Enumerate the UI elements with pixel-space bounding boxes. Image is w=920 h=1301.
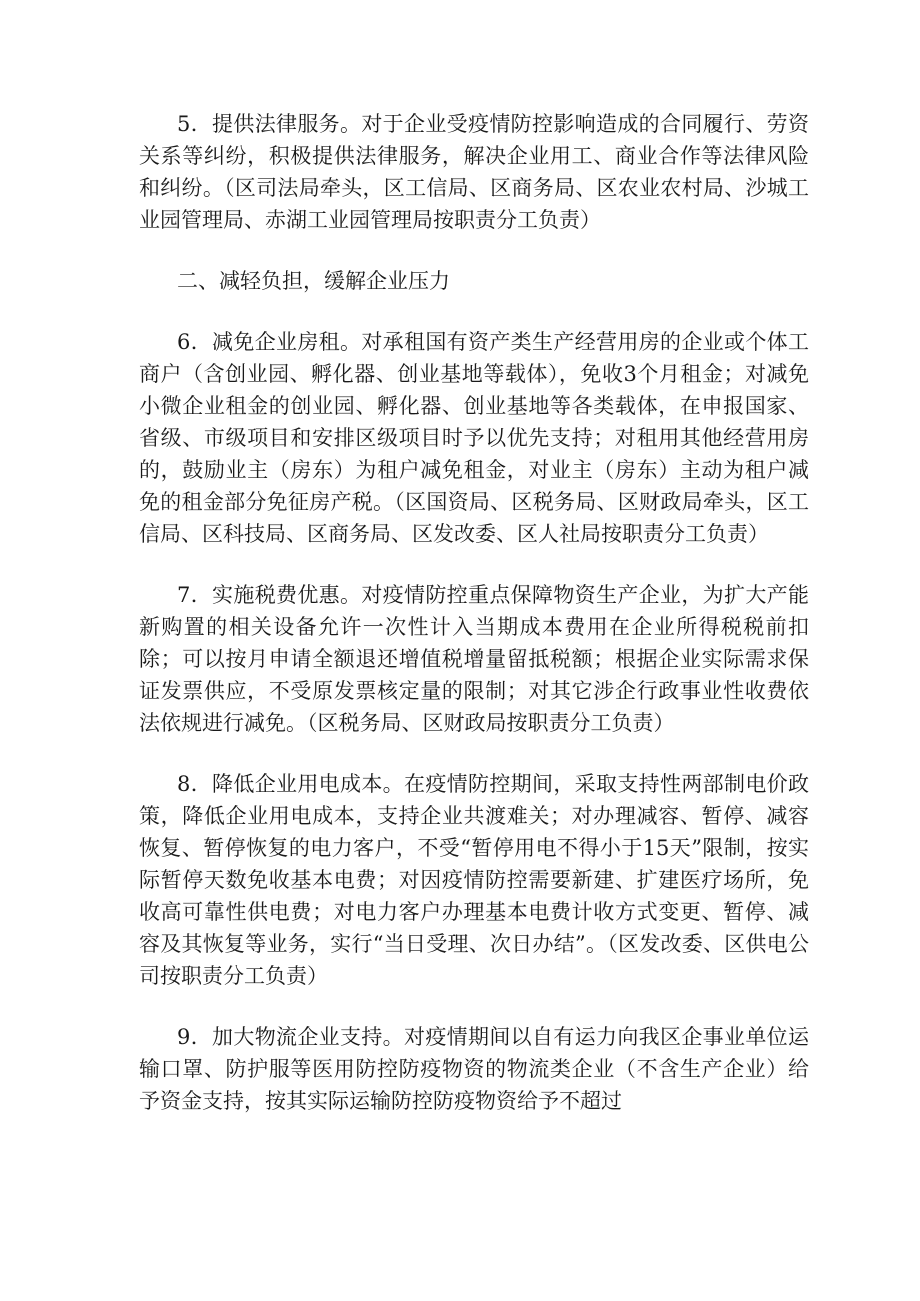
- section-heading-2: 二、减轻负担，缓解企业压力: [177, 269, 450, 293]
- paragraph-item-5: 5．提供法律服务。对于企业受疫情防控影响造成的合同履行、劳资关系等纠纷，积极提供法律服务，解决企业用工、商业合作等法律风险和纠纷。（区司法局牵头，区工信局、区商务局、区农业农村局、沙城工业园管理局、赤湖工业园管理局按职责分工负责）: [139, 112, 809, 232]
- paragraph-item-6: 6．减免企业房租。对承租国有资产类生产经营用房的企业或个体工商户（含创业园、孵化器、创业基地等载体），免收3个月租金；对减免小微企业租金的创业园、孵化器、创业基地等各类载体，在申报国家、省级、市级项目和安排区级项目时予以优先支持；对租用其他经营用房的，鼓励业主（房东）为租户减免租金，对业主（房东）主动为租户减免的租金部分免征房产税。（区国资局、区税务局、区财政局牵头，区工信局、区科技局、区商务局、区发改委、区人社局按职责分工负责）: [139, 330, 809, 546]
- paragraph-item-9: 9．加大物流企业支持。对疫情期间以自有运力向我区企事业单位运输口罩、防护服等医用防控防疫物资的物流类企业（不含生产企业）给予资金支持，按其实际运输防控防疫物资给予不超过: [139, 1025, 809, 1113]
- paragraph-item-8: 8．降低企业用电成本。在疫情防控期间，采取支持性两部制电价政策，降低企业用电成本，支持企业共渡难关；对办理减容、暂停、减容恢复、暂停恢复的电力客户，不受“暂停用电不得小于15天”限制，按实际暂停天数免收基本电费；对因疫情防控需要新建、扩建医疗场所，免收高可靠性供电费；对电力客户办理基本电费计收方式变更、暂停、减容及其恢复等业务，实行“当日受理、次日办结”。（区发改委、区供电公司按职责分工负责）: [139, 772, 809, 988]
- document-body: [139, 108, 809, 1146]
- paragraph-item-7: 7．实施税费优惠。对疫情防控重点保障物资生产企业，为扩大产能新购置的相关设备允许一次性计入当期成本费用在企业所得税税前扣除；可以按月申请全额退还增值税增量留抵税额；根据企业实际需求保证发票供应，不受原发票核定量的限制；对其它涉企行政事业性收费依法依规进行减免。（区税务局、区财政局按职责分工负责）: [139, 583, 809, 735]
